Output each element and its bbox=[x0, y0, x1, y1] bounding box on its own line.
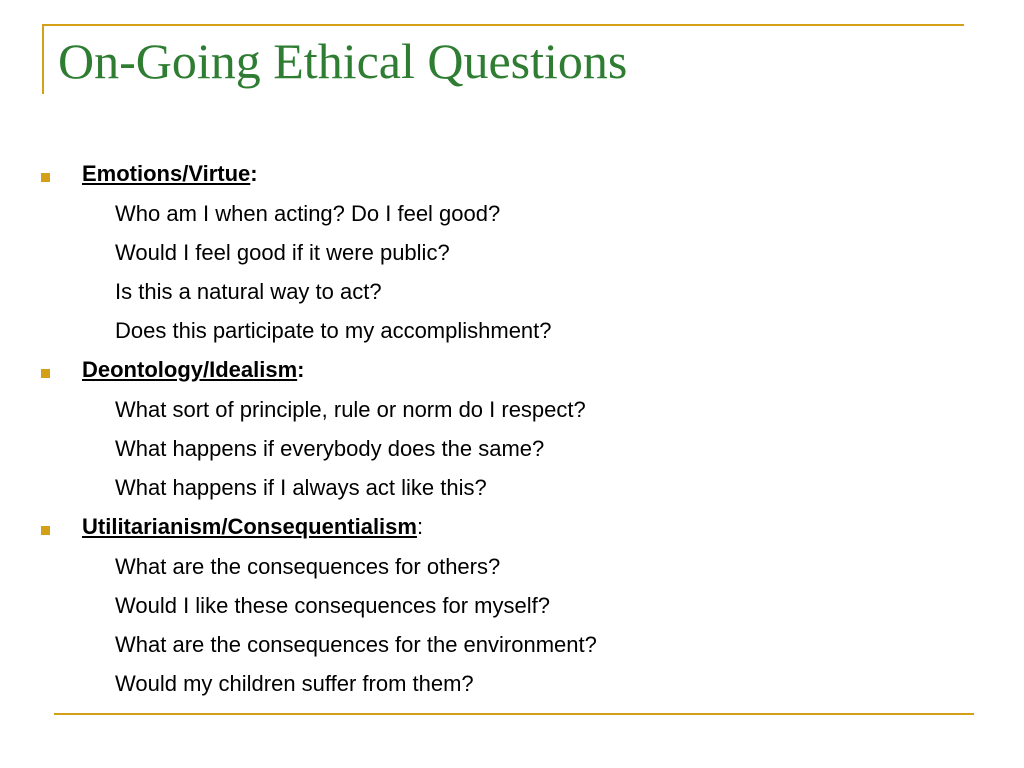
question-item: What are the consequences for the environment? bbox=[115, 632, 597, 657]
question-item: Who am I when acting? Do I feel good? bbox=[115, 201, 501, 226]
question-item: What are the consequences for others? bbox=[115, 554, 501, 579]
question-item: What sort of principle, rule or norm do I respect? bbox=[115, 397, 586, 422]
square-bullet-icon bbox=[41, 369, 50, 378]
section-heading bbox=[82, 357, 304, 383]
section-heading-term: Emotions/Virtue bbox=[82, 161, 251, 186]
section-heading bbox=[82, 161, 258, 187]
section-heading bbox=[82, 514, 423, 540]
question-item: What happens if everybody does the same? bbox=[115, 436, 545, 461]
question-item: Does this participate to my accomplishment? bbox=[115, 318, 552, 343]
section-heading-colon: : bbox=[297, 357, 305, 382]
left-border-rule bbox=[42, 24, 44, 94]
question-item: Would my children suffer from them? bbox=[115, 671, 474, 696]
top-border-rule bbox=[44, 24, 964, 26]
square-bullet-icon bbox=[41, 173, 50, 182]
question-item: Would I feel good if it were public? bbox=[115, 240, 450, 265]
square-bullet-icon bbox=[41, 526, 50, 535]
question-item: What happens if I always act like this? bbox=[115, 475, 487, 500]
section-heading-term: Utilitarianism/Consequentialism bbox=[82, 514, 417, 539]
bottom-border-rule bbox=[54, 713, 974, 715]
slide-title: On-Going Ethical Questions bbox=[58, 33, 628, 89]
section-heading-term: Deontology/Idealism bbox=[82, 357, 298, 382]
section-heading-colon: : bbox=[250, 161, 258, 186]
question-item: Is this a natural way to act? bbox=[115, 279, 382, 304]
question-item: Would I like these consequences for myself? bbox=[115, 593, 550, 618]
section-heading-colon: : bbox=[416, 514, 424, 539]
